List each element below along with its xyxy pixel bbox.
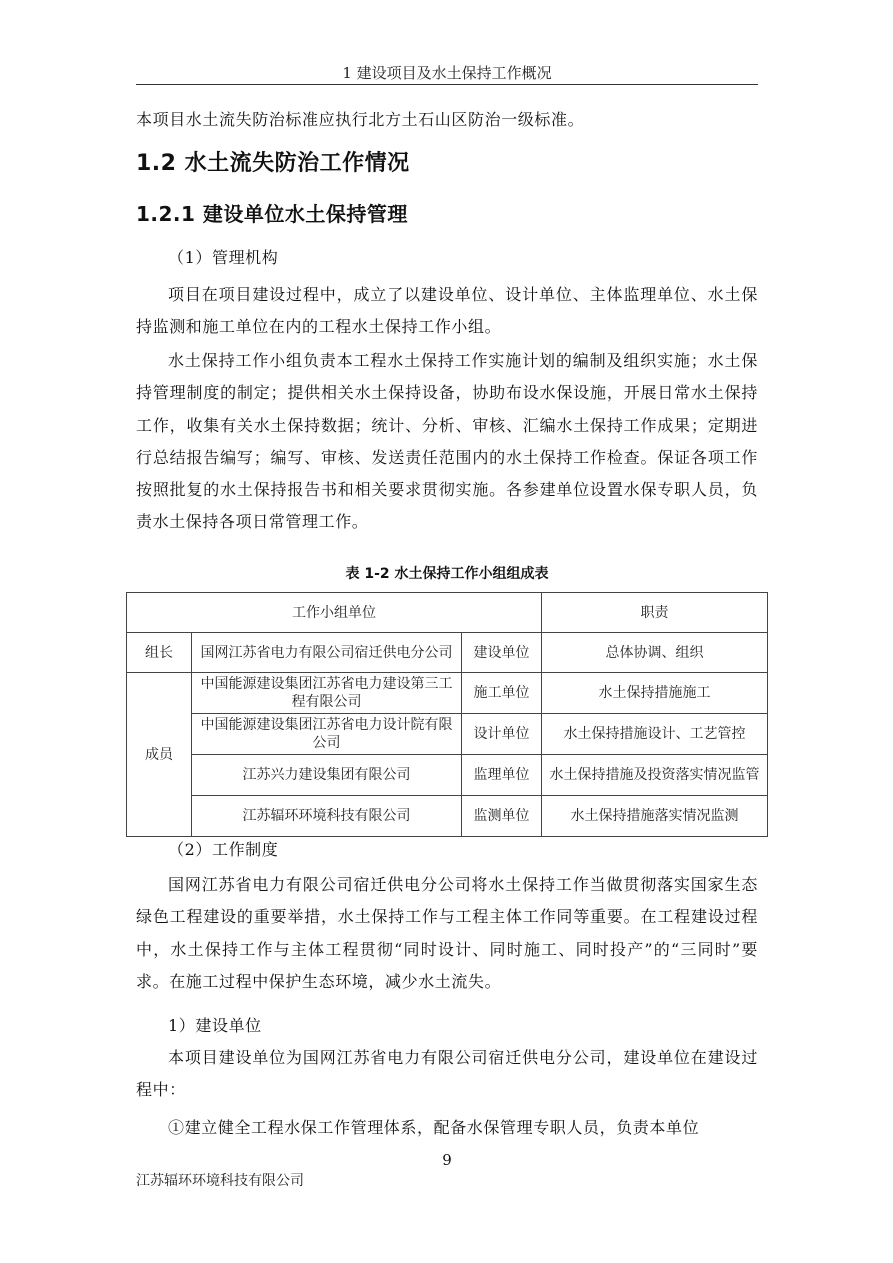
page-number: 9 (442, 1151, 452, 1169)
paragraph-organization: 项目在项目建设过程中，成立了以建设单位、设计单位、主体监理单位、水土保持监测和施工单位在内的工程水土保持工作小组。 (136, 285, 758, 337)
member-org-cell: 中国能源建设集团江苏省电力设计院有限公司 (192, 714, 462, 755)
member-org-cell: 江苏辐环环境科技有限公司 (192, 796, 462, 837)
section-heading: 1.2 水土流失防治工作情况 (136, 151, 410, 176)
member-duty-cell: 水土保持措施设计、工艺管控 (542, 714, 768, 755)
table-row (127, 633, 768, 673)
header-unit-cell: 工作小组单位 (127, 593, 542, 633)
member-org-cell: 江苏兴力建设集团有限公司 (192, 755, 462, 796)
paragraph-construction-unit: 本项目建设单位为国网江苏省电力有限公司宿迁供电分公司，建设单位在建设过程中： (136, 1048, 758, 1100)
intro-line: 本项目水土流失防治标准应执行北方土石山区防治一级标准。 (136, 110, 585, 129)
subsection-heading: 1.2.1 建设单位水土保持管理 (136, 202, 408, 226)
member-duty-cell: 水土保持措施及投资落实情况监管 (542, 755, 768, 796)
table-header-row (127, 593, 768, 633)
member-type-cell: 监测单位 (462, 796, 542, 837)
table-row (127, 796, 768, 837)
table-row (127, 714, 768, 755)
member-type-cell: 施工单位 (462, 673, 542, 714)
table-caption: 表 1-2 水土保持工作小组组成表 (345, 566, 549, 582)
leader-type-cell: 建设单位 (462, 633, 542, 673)
leader-org-cell: 国网江苏省电力有限公司宿迁供电分公司 (192, 633, 462, 673)
workgroup-table (126, 592, 768, 837)
table-row (127, 673, 768, 714)
member-duty-cell: 水土保持措施落实情况监测 (542, 796, 768, 837)
item-work-system: （2）工作制度 (168, 840, 279, 859)
footer-company: 江苏辐环环境科技有限公司 (136, 1173, 304, 1189)
leader-role-cell: 组长 (127, 633, 192, 673)
member-type-cell: 监理单位 (462, 755, 542, 796)
item-construction-unit: 1）建设单位 (168, 1016, 262, 1035)
member-role-cell: 成员 (127, 673, 192, 837)
paragraph-measure-1: ①建立健全工程水保工作管理体系，配备水保管理专职人员，负责本单位 (168, 1118, 700, 1137)
header-divider (136, 84, 758, 85)
header-duty-cell: 职责 (542, 593, 768, 633)
table-row (127, 755, 768, 796)
paragraph-work-system: 国网江苏省电力有限公司宿迁供电分公司将水土保持工作当做贯彻落实国家生态绿色工程建设的重要举措，水土保持工作与工程主体工作同等重要。在工程建设过程中，水土保持工作与主体工程贯彻“同时设计、同时施工、同时投产”的“三同时”要求。在施工过程中保护生态环境，减少水土流失。 (136, 875, 758, 991)
paragraph-duties: 水土保持工作小组负责本工程水土保持工作实施计划的编制及组织实施；水土保持管理制度的制定；提供相关水土保持设备，协助布设水保设施，开展日常水土保持工作，收集有关水土保持数据；统计、分析、审核、汇编水土保持工作成果；定期进行总结报告编写；编写、审核、发送责任范围内的水土保持工作检查。保证各项工作按照批复的水土保持报告书和相关要求贯彻实施。各参建单位设置水保专职人员，负责水土保持各项日常管理工作。 (136, 351, 758, 532)
item-management-org: （1）管理机构 (168, 248, 279, 267)
page-header-title: 1 建设项目及水土保持工作概况 (342, 64, 552, 82)
member-duty-cell: 水土保持措施施工 (542, 673, 768, 714)
member-type-cell: 设计单位 (462, 714, 542, 755)
leader-duty-cell: 总体协调、组织 (542, 633, 768, 673)
member-org-cell: 中国能源建设集团江苏省电力建设第三工程有限公司 (192, 673, 462, 714)
